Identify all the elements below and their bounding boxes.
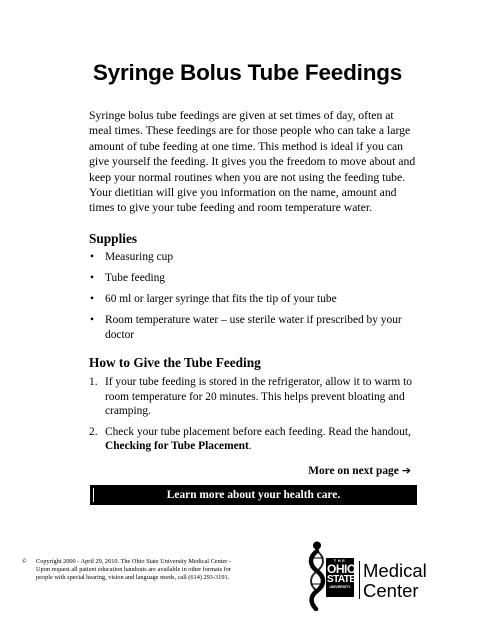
- copyright-icon: ©: [22, 558, 27, 565]
- list-item: [89, 292, 419, 307]
- copyright-notice: [22, 558, 237, 583]
- logo-the: THE: [333, 558, 347, 563]
- handout-title: Checking for Tube Placement: [105, 440, 249, 452]
- banner: [90, 485, 417, 505]
- bullet-icon: •: [90, 293, 94, 305]
- banner-divider: [93, 488, 94, 502]
- copyright-text: Copyright 2000 - April 29, 2010. The Ohio State University Medical Center - Upon request all patient education handouts are available in other formats for people with special hearing, vision and language needs, call (614) 293-3191.: [36, 558, 232, 582]
- intro-paragraph: Syringe bolus tube feedings are given at set times of day, often at meal times. These feedings are for those people who can take a large amount of tube feeding at one time. This method is ideal if you can give yourself the feeding. It gives you the freedom to move about and keep your normal routines when you are not using the feeding tube. Your dietitian will give you information on the name, amount and times to give your tube feeding and room temperature water.: [89, 109, 416, 215]
- bullet-icon: •: [90, 314, 94, 326]
- banner-text: Learn more about your health care.: [166, 489, 341, 501]
- list-item: [89, 375, 419, 419]
- step-number: 2.: [89, 425, 98, 438]
- more-text: More on next page: [308, 465, 399, 477]
- bullet-icon: •: [90, 272, 94, 284]
- more-on-next-page: [308, 464, 411, 477]
- step-text-end: .: [248, 440, 252, 452]
- osu-medical-center-logo: [298, 541, 448, 611]
- list-item: [89, 250, 419, 265]
- logo-ohio: OHIO: [327, 562, 356, 576]
- steps-list: [89, 375, 419, 460]
- step-number: 1.: [89, 376, 98, 388]
- document-title: Syringe Bolus Tube Feedings: [92, 60, 403, 85]
- supply-item-text: Tube feeding: [105, 272, 166, 284]
- logo-wordmark: [327, 558, 356, 590]
- list-item: [89, 313, 419, 342]
- logo-word-medical: Medical: [363, 560, 427, 581]
- supplies-list: [89, 250, 419, 349]
- logo-university: UNIVERSITY: [329, 585, 351, 589]
- logo-divider: [359, 561, 360, 599]
- bullet-icon: •: [90, 251, 94, 263]
- arrow-right-icon: ➔: [401, 464, 411, 477]
- how-to-heading: How to Give the Tube Feeding: [89, 355, 261, 370]
- logo-word-center: Center: [363, 580, 419, 601]
- supplies-heading: Supplies: [89, 231, 138, 246]
- list-item: [89, 271, 419, 286]
- supply-item-text: Room temperature water – use sterile water if prescribed by your doctor: [105, 314, 402, 341]
- logo-state: STATE: [327, 574, 356, 585]
- list-item: [89, 425, 419, 454]
- logo-medical-center: [363, 561, 427, 601]
- supply-item-text: Measuring cup: [105, 251, 174, 263]
- step-text: If your tube feeding is stored in the refrigerator, allow it to warm to room temperature for 20 minutes. This helps prevent bloating and cramping.: [105, 376, 412, 417]
- step-text: Check your tube placement before each feeding. Read the handout,: [105, 425, 411, 438]
- supply-item-text: 60 ml or larger syringe that fits the tip of your tube: [105, 293, 337, 305]
